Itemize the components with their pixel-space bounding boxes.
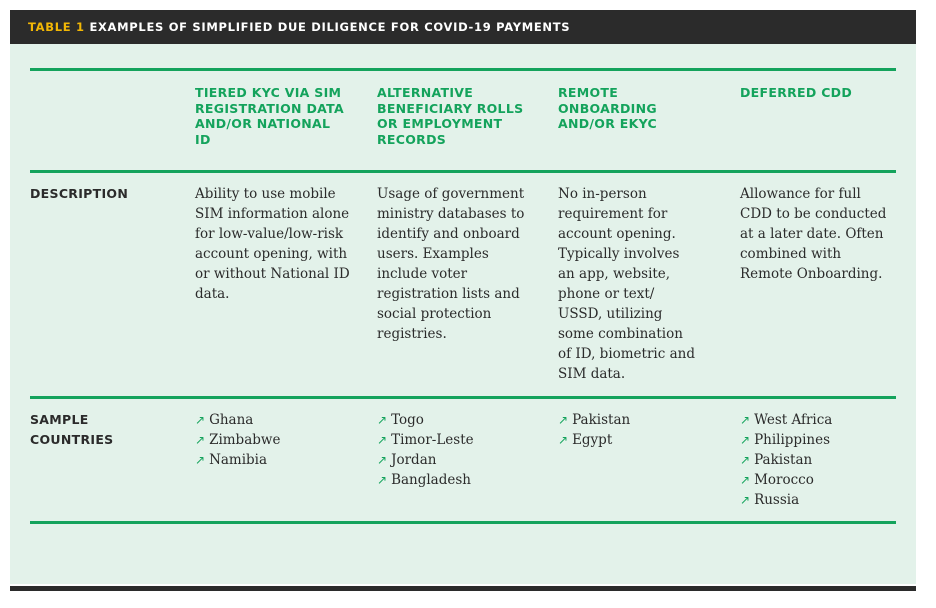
column-header-alternative-rolls: ALTERNATIVE BENEFICIARY ROLLS OR EMPLOYMENT RECORDS [377,85,524,147]
header-rule [30,170,896,173]
description-cell-remote-onboarding: No in-person requirement for account opening. Typically involves an app, website, phone or text/ USSD, utilizing some combination of ID, biometric and SIM data. [558,186,695,382]
northeast-arrow-icon: ↗ [740,413,751,427]
table-title-bar [10,10,916,44]
countries-cell-tiered-kyc [195,410,365,470]
country-item: ↗ Philippines [740,432,831,448]
bottom-table-rule [30,521,896,524]
country-item: ↗ Bangladesh [377,472,471,488]
countries-cell-alternative-rolls [377,410,547,490]
country-item: ↗ Zimbabwe [195,432,281,448]
description-cell-tiered-kyc: Ability to use mobile SIM information alone for low-value/low-risk account opening, with or without National ID data. [195,186,350,302]
northeast-arrow-icon: ↗ [195,453,206,467]
country-item: ↗ Pakistan [558,412,631,428]
country-item: ↗ West Africa [740,412,833,428]
northeast-arrow-icon: ↗ [740,433,751,447]
country-item: ↗ Jordan [377,452,437,468]
northeast-arrow-icon: ↗ [740,493,751,507]
row-rule [30,396,896,399]
column-header-deferred-cdd: DEFERRED CDD [740,85,853,100]
row-header-sample-countries: SAMPLE COUNTRIES [30,412,114,447]
row-header-description: DESCRIPTION [30,186,129,201]
northeast-arrow-icon: ↗ [740,473,751,487]
table-title: EXAMPLES OF SIMPLIFIED DUE DILIGENCE FOR COVID-19 PAYMENTS [89,20,571,34]
description-cell-alternative-rolls: Usage of government ministry databases to identify and onboard users. Examples include voter registration lists and social protection registries. [377,186,525,342]
countries-cell-deferred-cdd [740,410,890,510]
table-number: TABLE 1 [28,20,85,34]
page-bottom-rule [10,586,916,591]
northeast-arrow-icon: ↗ [558,433,569,447]
country-item: ↗ Egypt [558,432,613,448]
country-item: ↗ Russia [740,492,800,508]
country-item: ↗ Ghana [195,412,254,428]
country-item: ↗ Pakistan [740,452,813,468]
northeast-arrow-icon: ↗ [377,453,388,467]
country-item: ↗ Timor-Leste [377,432,474,448]
northeast-arrow-icon: ↗ [195,413,206,427]
northeast-arrow-icon: ↗ [377,433,388,447]
column-header-tiered-kyc: TIERED KYC VIA SIM REGISTRATION DATA AND/OR NATIONAL ID [195,85,344,147]
northeast-arrow-icon: ↗ [558,413,569,427]
northeast-arrow-icon: ↗ [377,413,388,427]
countries-cell-remote-onboarding [558,410,708,450]
description-cell-deferred-cdd: Allowance for full CDD to be conducted at a later date. Often combined with Remote Onboarding. [740,186,887,282]
northeast-arrow-icon: ↗ [195,433,206,447]
column-header-remote-onboarding: REMOTE ONBOARDING AND/OR EKYC [558,85,657,131]
northeast-arrow-icon: ↗ [377,473,388,487]
country-item: ↗ Morocco [740,472,814,488]
country-item: ↗ Namibia [195,452,268,468]
top-rule [30,68,896,71]
country-item: ↗ Togo [377,412,424,428]
northeast-arrow-icon: ↗ [740,453,751,467]
